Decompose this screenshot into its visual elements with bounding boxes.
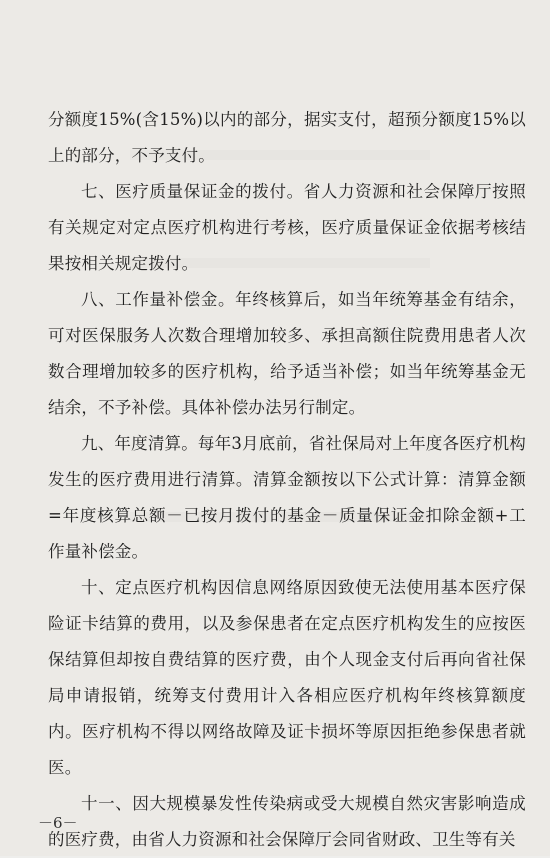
paragraph-continuation: 分额度15%(含15%)以内的部分，据实支付，超预分额度15%以上的部分，不予支付。	[48, 110, 526, 165]
paragraph-annual-settlement: 九、年度清算。每年3月底前，省社保局对上年度各医疗机构发生的医疗费用进行清算。清算金额按以下公式计算：清算金额=年度核算总额－已按月拨付的基金－质量保证金扣除金额+工作量补偿金。	[48, 434, 526, 561]
paragraph-epidemic-disaster: 十一、因大规模暴发性传染病或受大规模自然灾害影响造成的医疗费，由省人力资源和社会保障厅会同省财政、卫生等有关	[48, 794, 526, 849]
page-number: －6－	[38, 814, 78, 832]
paragraph-workload-compensation: 八、工作量补偿金。年终核算后，如当年统筹基金有结余，可对医保服务人次数合理增加较多、承担高额住院费用患者人次数合理增加较多的医疗机构，给予适当补偿；如当年统筹基金无结余，不予补偿。具体补偿办法另行制定。	[48, 290, 526, 417]
body-text	[48, 102, 526, 858]
paragraph-quality-guarantee: 七、医疗质量保证金的拨付。省人力资源和社会保障厅按照有关规定对定点医疗机构进行考核，医疗质量保证金依据考核结果按相关规定拨付。	[48, 182, 526, 273]
paragraph-network-failure: 十、定点医疗机构因信息网络原因致使无法使用基本医疗保险证卡结算的费用，以及参保患者在定点医疗机构发生的应按医保结算但却按自费结算的医疗费，由个人现金支付后再向省社保局申请报销，统筹支付费用计入各相应医疗机构年终核算额度内。医疗机构不得以网络故障及证卡损坏等原因拒绝参保患者就医。	[48, 578, 526, 777]
